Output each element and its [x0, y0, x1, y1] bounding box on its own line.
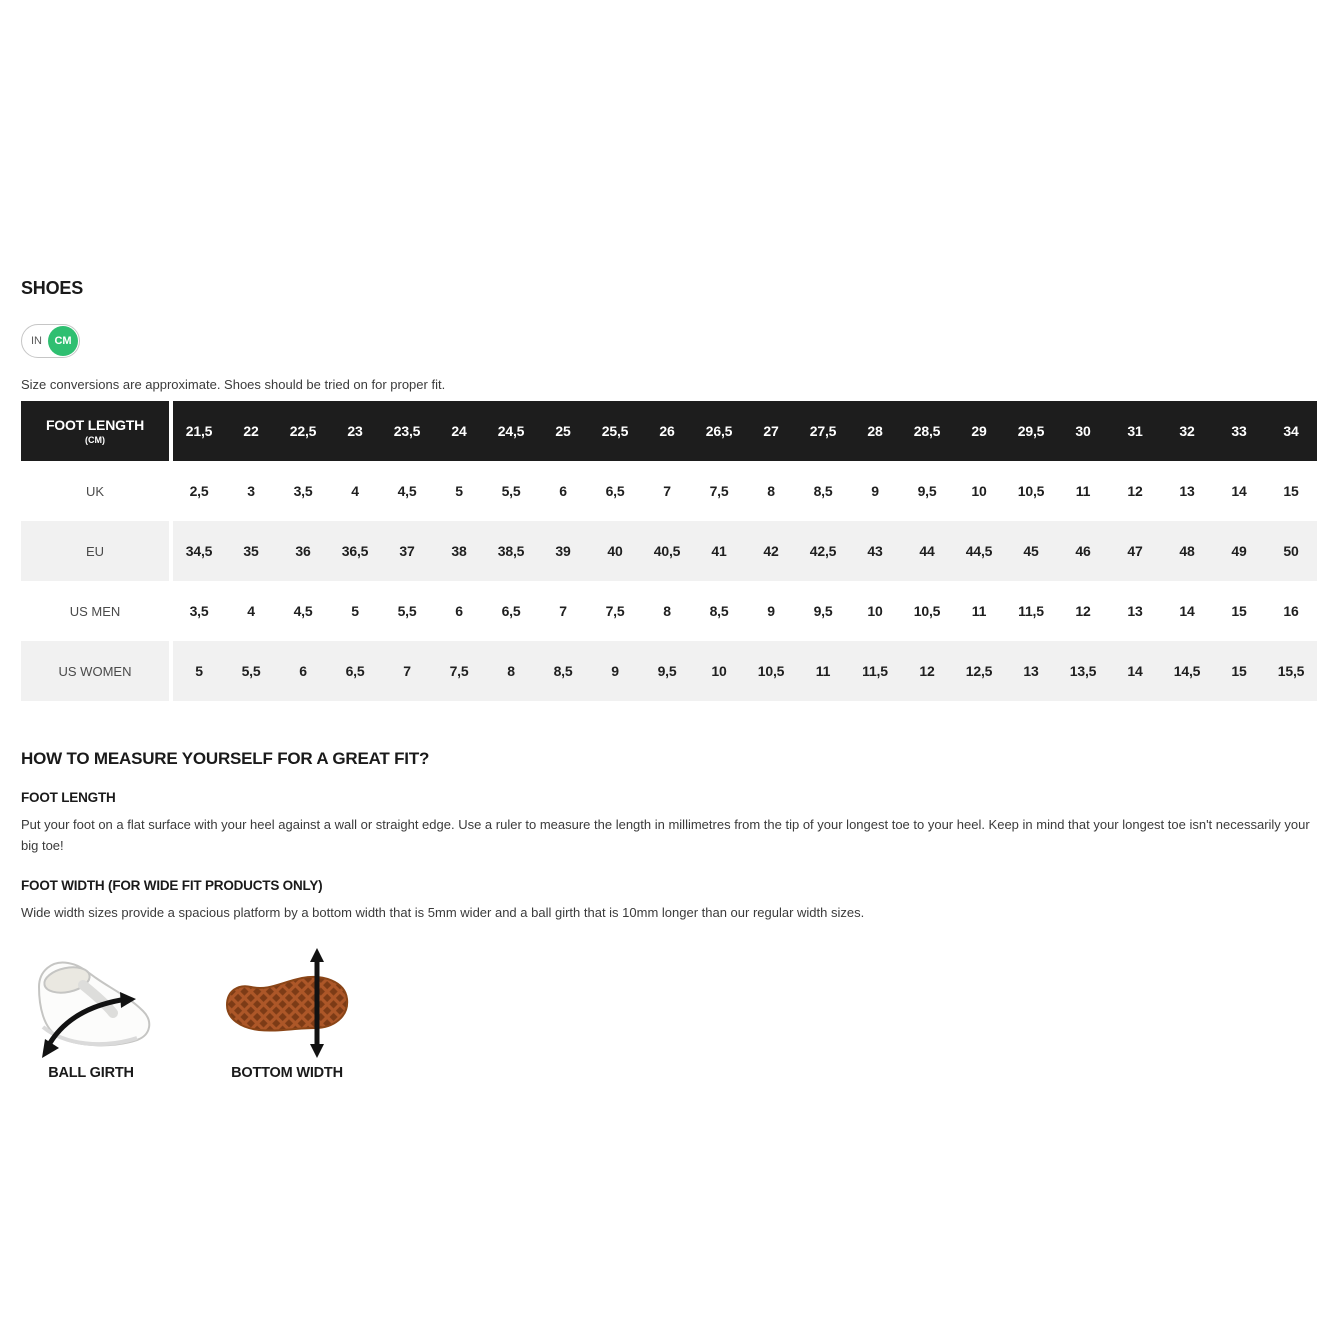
size-value-cell: 16	[1283, 603, 1299, 619]
ball-girth-label: BALL GIRTH	[48, 1065, 134, 1082]
size-value-cell: 15	[1283, 483, 1299, 499]
unit-in-option[interactable]: IN	[31, 335, 42, 347]
column-header-cell: 28	[867, 423, 883, 439]
size-table-header-row	[21, 401, 1317, 461]
size-value-cell: 12	[919, 663, 935, 679]
column-header-cell: 25	[555, 423, 571, 439]
size-value-cell: 43	[867, 543, 883, 559]
size-value-cell: 11,5	[1018, 603, 1044, 619]
row-label: US WOMEN	[21, 641, 169, 701]
size-value-cell: 49	[1231, 543, 1247, 559]
size-value-cell: 13	[1127, 603, 1143, 619]
size-value-cell: 2,5	[189, 483, 209, 499]
shoe-ball-girth-illustration	[21, 947, 161, 1061]
size-value-cell: 7	[663, 483, 671, 499]
column-header-cell: 24,5	[497, 423, 525, 439]
column-header-cell: 22,5	[289, 423, 317, 439]
foot-width-heading: FOOT WIDTH (FOR WIDE FIT PRODUCTS ONLY)	[21, 877, 323, 893]
size-value-cell: 8,5	[553, 663, 573, 679]
size-value-cell: 14	[1179, 603, 1195, 619]
size-value-cell: 9,5	[657, 663, 677, 679]
column-header-cell: 23,5	[393, 423, 421, 439]
size-value-cell: 44,5	[965, 543, 993, 559]
column-header-cell: 33	[1231, 423, 1247, 439]
size-value-cell: 35	[243, 543, 259, 559]
measurement-figures	[21, 947, 1316, 1081]
unit-toggle[interactable]	[21, 324, 80, 358]
size-value-cell: 34,5	[185, 543, 213, 559]
table-header-label: FOOT LENGTH (CM)	[21, 401, 169, 461]
column-header-cell: 29,5	[1017, 423, 1045, 439]
size-value-cell: 13,5	[1069, 663, 1097, 679]
size-value-cell: 10	[971, 483, 987, 499]
size-value-cell: 15,5	[1277, 663, 1305, 679]
size-value-cell: 5,5	[241, 663, 261, 679]
size-value-cell: 50	[1283, 543, 1299, 559]
size-value-cell: 4	[351, 483, 359, 499]
size-value-cell: 5,5	[397, 603, 417, 619]
size-value-cell: 7,5	[605, 603, 625, 619]
column-header-cell: 27,5	[809, 423, 837, 439]
size-value-cell: 41	[711, 543, 727, 559]
row-label: US MEN	[21, 581, 169, 641]
size-value-cell: 36	[295, 543, 311, 559]
size-value-cell: 3	[247, 483, 255, 499]
size-value-cell: 8	[663, 603, 671, 619]
size-value-cell: 38	[451, 543, 467, 559]
foot-width-body: Wide width sizes provide a spacious platform by a bottom width that is 5mm wider and a ball girth that is 10mm longer than our regular width sizes.	[21, 904, 865, 920]
size-value-cell: 8,5	[709, 603, 729, 619]
column-header-cell: 34	[1283, 423, 1299, 439]
size-value-cell: 10,5	[1017, 483, 1045, 499]
size-value-cell: 9	[767, 603, 775, 619]
size-value-cell: 39	[555, 543, 571, 559]
size-value-cell: 3,5	[293, 483, 313, 499]
size-value-cell: 42,5	[809, 543, 837, 559]
size-value-cell: 42	[763, 543, 779, 559]
size-value-cell: 6	[455, 603, 463, 619]
size-value-cell: 5	[455, 483, 463, 499]
size-value-cell: 15	[1231, 663, 1247, 679]
size-value-cell: 48	[1179, 543, 1195, 559]
sole-bottom-width-illustration	[219, 947, 355, 1061]
guide-heading: HOW TO MEASURE YOURSELF FOR A GREAT FIT?	[21, 749, 430, 768]
size-value-cell: 6	[299, 663, 307, 679]
size-value-cell: 9	[611, 663, 619, 679]
size-value-cell: 7,5	[449, 663, 469, 679]
size-value-cell: 8	[767, 483, 775, 499]
table-row-eu	[21, 521, 1317, 581]
size-value-cell: 5,5	[501, 483, 521, 499]
column-header-cell: 24	[451, 423, 467, 439]
size-value-cell: 9,5	[813, 603, 833, 619]
size-value-cell: 10,5	[757, 663, 785, 679]
size-value-cell: 46	[1075, 543, 1091, 559]
size-value-cell: 3,5	[189, 603, 209, 619]
column-header-cell: 29	[971, 423, 987, 439]
size-value-cell: 6,5	[605, 483, 625, 499]
size-value-cell: 14	[1127, 663, 1143, 679]
column-header-cell: 23	[347, 423, 363, 439]
size-value-cell: 47	[1127, 543, 1143, 559]
page-title: SHOES	[21, 278, 84, 298]
size-value-cell: 11,5	[862, 663, 888, 679]
table-row-us-women	[21, 641, 1317, 701]
size-value-cell: 9	[871, 483, 879, 499]
size-value-cell: 4,5	[397, 483, 417, 499]
size-value-cell: 6	[559, 483, 567, 499]
column-header-cell: 26	[659, 423, 675, 439]
column-header-cell: 25,5	[601, 423, 629, 439]
size-value-cell: 12,5	[965, 663, 993, 679]
size-value-cell: 10	[867, 603, 883, 619]
size-value-cell: 40	[607, 543, 623, 559]
size-value-cell: 11	[971, 603, 987, 619]
size-value-cell: 15	[1231, 603, 1247, 619]
column-header-cell: 26,5	[705, 423, 733, 439]
size-table	[21, 401, 1317, 701]
column-header-cell: 32	[1179, 423, 1195, 439]
table-row-us-men	[21, 581, 1317, 641]
column-header-cell: 27	[763, 423, 779, 439]
size-value-cell: 5	[351, 603, 359, 619]
size-value-cell: 8	[507, 663, 515, 679]
row-label: UK	[21, 461, 169, 521]
size-value-cell: 12	[1127, 483, 1143, 499]
size-value-cell: 37	[399, 543, 415, 559]
size-value-cell: 11	[1075, 483, 1091, 499]
size-value-cell: 14,5	[1173, 663, 1201, 679]
size-value-cell: 8,5	[813, 483, 833, 499]
size-value-cell: 4	[247, 603, 255, 619]
unit-cm-option[interactable]: CM	[48, 326, 78, 356]
table-row-uk	[21, 461, 1317, 521]
column-header-cell: 28,5	[913, 423, 941, 439]
size-value-cell: 13	[1023, 663, 1039, 679]
foot-length-body: Put your foot on a flat surface with your heel against a wall or straight edge. Use a ruler to measure the length in millimetres from the tip of your longest toe to your heel. Keep in mind that your longest toe isn't necessarily your big toe!	[21, 817, 1310, 853]
size-value-cell: 10,5	[913, 603, 941, 619]
column-header-cell: 22	[243, 423, 259, 439]
size-value-cell: 5	[195, 663, 203, 679]
size-value-cell: 6,5	[345, 663, 365, 679]
size-value-cell: 44	[919, 543, 935, 559]
size-value-cell: 36,5	[341, 543, 369, 559]
size-value-cell: 13	[1179, 483, 1195, 499]
column-header-cell: 21,5	[185, 423, 213, 439]
ball-girth-figure	[21, 947, 161, 1081]
column-header-cell: 30	[1075, 423, 1091, 439]
size-value-cell: 12	[1075, 603, 1091, 619]
size-value-cell: 6,5	[501, 603, 521, 619]
size-value-cell: 38,5	[497, 543, 525, 559]
size-note: Size conversions are approximate. Shoes should be tried on for proper fit.	[21, 377, 446, 392]
size-value-cell: 40,5	[653, 543, 681, 559]
size-value-cell: 4,5	[293, 603, 313, 619]
size-value-cell: 9,5	[917, 483, 937, 499]
size-value-cell: 10	[711, 663, 727, 679]
size-value-cell: 7,5	[709, 483, 729, 499]
bottom-width-label: BOTTOM WIDTH	[231, 1065, 343, 1082]
size-value-cell: 14	[1231, 483, 1247, 499]
size-value-cell: 45	[1023, 543, 1039, 559]
size-value-cell: 11	[815, 663, 831, 679]
row-label: EU	[21, 521, 169, 581]
column-header-cell: 31	[1127, 423, 1143, 439]
foot-length-heading: FOOT LENGTH	[21, 790, 116, 805]
size-value-cell: 7	[403, 663, 411, 679]
size-value-cell: 7	[559, 603, 567, 619]
bottom-width-figure	[219, 947, 355, 1081]
